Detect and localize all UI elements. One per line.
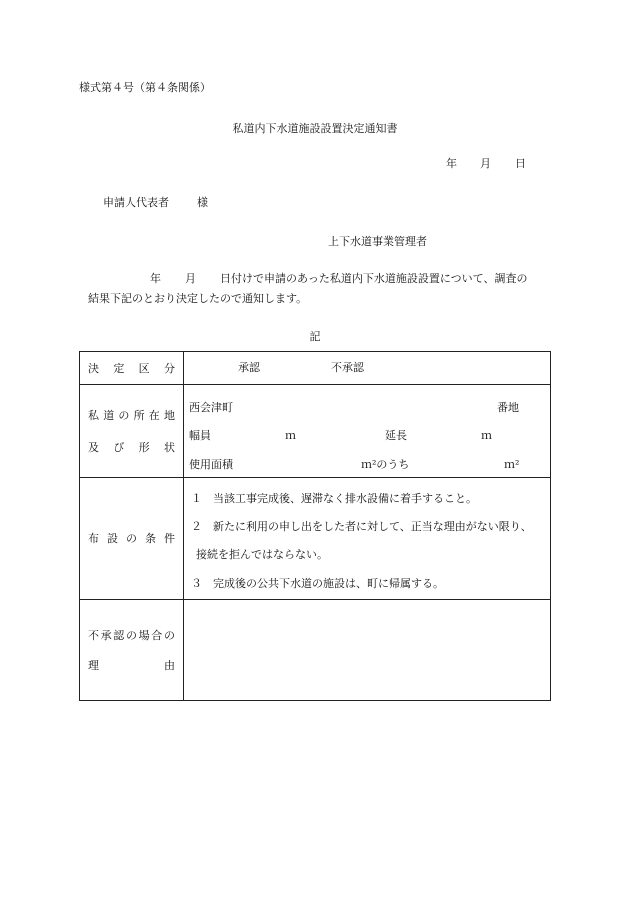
date-month: 月 xyxy=(480,157,491,170)
reject-option: 不承認 xyxy=(331,361,364,374)
addressee-honorific: 様 xyxy=(197,196,208,209)
reason-label-line-1: 不 承 認 の 場 合 の xyxy=(88,628,175,642)
reason-row xyxy=(80,600,551,701)
addressee-label: 申請人代表者 xyxy=(103,196,169,209)
body-line-2: 結果下記のとおり決定したので通知します。 xyxy=(88,292,308,305)
conditions-label: 布 設 の 条 件 xyxy=(88,532,175,545)
conditions-row xyxy=(80,478,551,600)
condition-item-2: ２ 新たに利用の申し出をした者に対して、正当な理由がない限り、 xyxy=(191,520,532,533)
condition-item-1: １ 当該工事完成後、遅滞なく排水設備に着手すること。 xyxy=(191,492,477,505)
reason-label-cell xyxy=(80,600,184,701)
location-label-line-2: 及 び 形 状 xyxy=(88,440,175,454)
area-unit: ｍ² xyxy=(504,458,520,471)
sender: 上下水道事業管理者 xyxy=(328,235,427,248)
width-label: 幅員 xyxy=(189,429,211,442)
date-year: 年 xyxy=(446,157,457,170)
length-label: 延長 xyxy=(385,429,407,442)
decision-table xyxy=(79,351,551,701)
location-label-line-1: 私 道 の 所 在 地 xyxy=(88,408,175,422)
reason-value-cell xyxy=(184,600,551,701)
body-line-1: 日付けで申請のあった私道内下水道施設設置について、調査の xyxy=(220,272,528,285)
decision-label-cell xyxy=(80,352,184,385)
decision-value-cell xyxy=(184,352,551,385)
condition-item-2-continued: 接続を拒んではならない。 xyxy=(196,548,328,561)
ki-heading: 記 xyxy=(309,330,321,343)
body-month: 月 xyxy=(185,272,196,285)
location-row xyxy=(80,385,551,478)
area-label: 使用面積 xyxy=(189,458,233,471)
width-unit: ｍ xyxy=(285,429,296,442)
condition-item-3: ３ 完成後の公共下水道の施設は、町に帰属する。 xyxy=(191,577,444,590)
banchi-label: 番地 xyxy=(497,401,519,414)
decision-row xyxy=(80,352,551,385)
decision-label: 決 定 区 分 xyxy=(88,361,175,375)
conditions-value-cell xyxy=(184,478,551,600)
date-day: 日 xyxy=(515,157,526,170)
location-label-cell xyxy=(80,385,184,478)
form-number: 様式第４号（第４条関係） xyxy=(79,81,211,94)
conditions-label-cell xyxy=(80,478,184,600)
area-unit-partial: ｍ²のうち xyxy=(361,458,410,471)
length-unit: ｍ xyxy=(481,429,492,442)
town-name: 西会津町 xyxy=(189,401,233,414)
document-title: 私道内下水道施設設置決定通知書 xyxy=(232,122,398,135)
location-value-cell xyxy=(184,385,551,478)
reason-label-line-2: 理 由 xyxy=(88,658,175,672)
body-year: 年 xyxy=(150,272,161,285)
approve-option: 承認 xyxy=(238,361,260,374)
